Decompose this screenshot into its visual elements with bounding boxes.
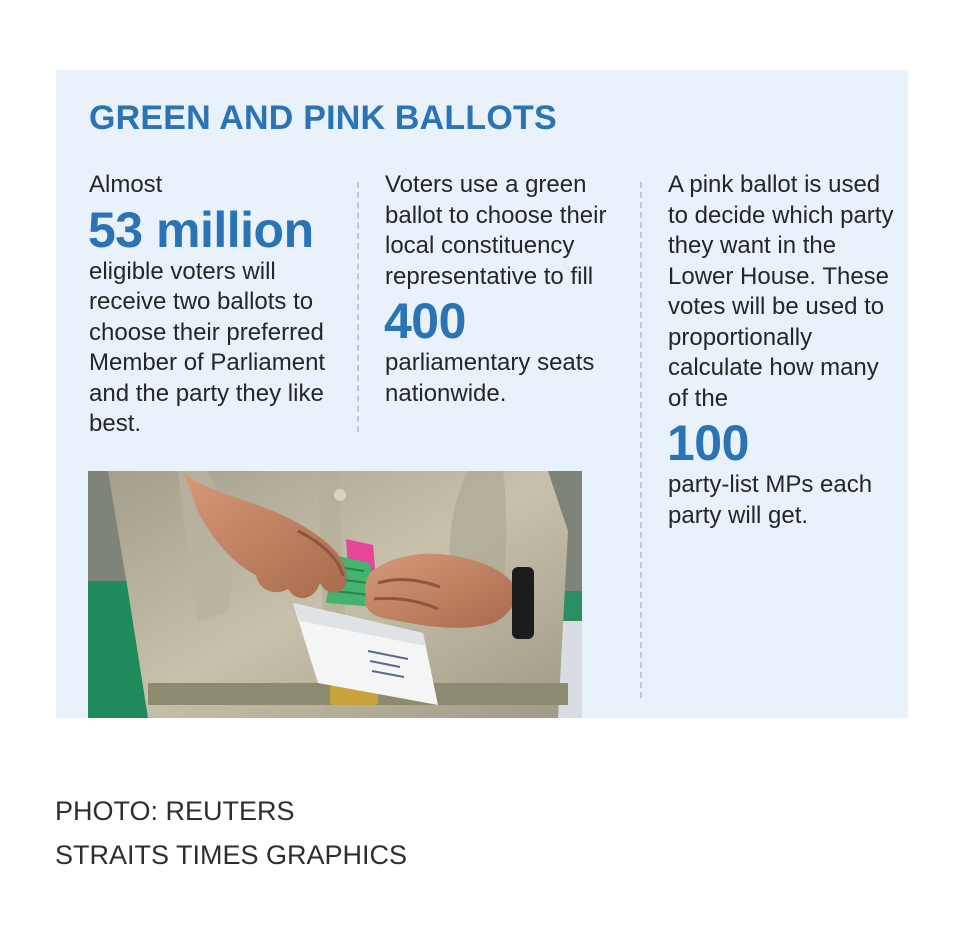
highlight-figure: 100 (667, 415, 749, 471)
column-pink-ballot (668, 170, 898, 531)
column-intro: Almost (89, 171, 163, 198)
column-divider (640, 182, 642, 698)
column-text: party-list MPs each party will get. (668, 471, 873, 529)
column-divider (357, 182, 359, 432)
photo-credit: PHOTO: REUTERS (55, 796, 295, 826)
column-text: eligible voters will receive two ballots to choose their preferred Member of Parliament and the party they like best. (89, 257, 326, 437)
highlight-figure: 53 million (88, 201, 314, 258)
graphics-credit: STRAITS TIMES GRAPHICS (55, 840, 408, 870)
column-intro: Voters use a green ballot to choose their local constituency representative to fill (385, 171, 607, 290)
highlight-figure: 400 (384, 293, 466, 349)
ballot-photo (88, 471, 582, 718)
infographic-title: GREEN AND PINK BALLOTS (89, 99, 557, 137)
column-text: parliamentary seats nationwide. (385, 349, 595, 407)
column-voters (89, 170, 351, 440)
ballot-photo-illustration (88, 471, 582, 718)
column-green-ballot (385, 170, 630, 409)
column-intro: A pink ballot is used to decide which party they want in the Lower House. These votes will be used to proportionally calculate how many of the (668, 171, 894, 412)
